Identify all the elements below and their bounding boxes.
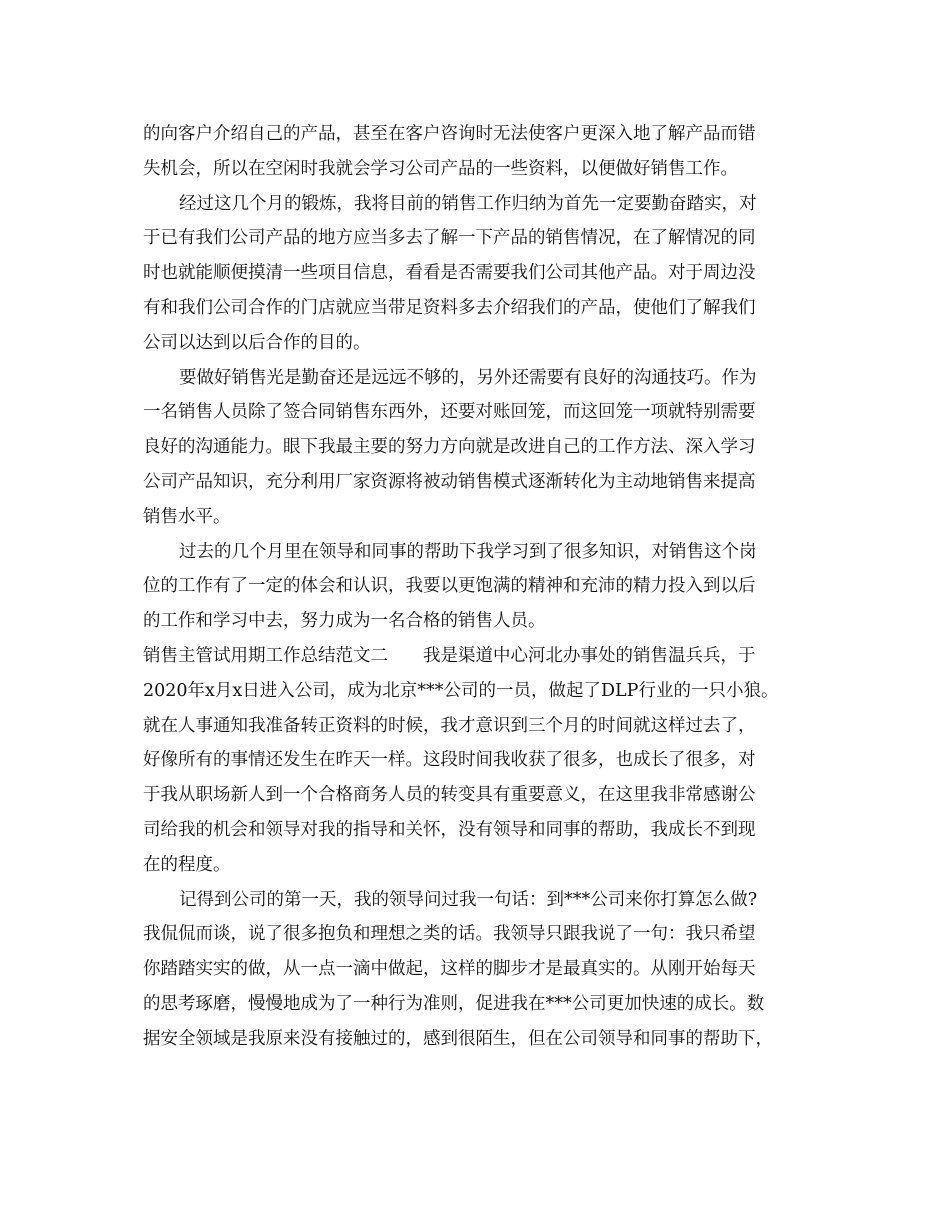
text-line: 于已有我们公司产品的地方应当多去了解一下产品的销售情况，在了解情况的同 [143,228,756,249]
text-line: 于我从职场新人到一个合格商务人员的转变具有重要意义，在这里我非常感谢公 [143,785,756,806]
text-line: 好像所有的事情还发生在昨天一样。这段时间我收获了很多，也成长了很多，对 [143,750,756,771]
text-line: 2020年x月x日进入公司，成为北京***公司的一员，做起了DLP行业的一只小狼。 [143,680,779,701]
text-line: 的思考琢磨，慢慢地成为了一种行为准则，促进我在***公司更加快速的成长。数 [143,993,765,1014]
text-line: 时也就能顺便摸清一些项目信息，看看是否需要我们公司其他产品。对于周边没 [143,263,756,284]
text-line: 司给我的机会和领导对我的指导和关怀，没有领导和同事的帮助，我成长不到现 [143,819,756,840]
text-line: 经过这几个月的锻炼，我将目前的销售工作归纳为首先一定要勤奋踏实，对 [179,193,757,214]
text-line: 记得到公司的第一天，我的领导问过我一句话：到***公司来你打算怎么做? [179,889,758,910]
text-line: 过去的几个月里在领导和同事的帮助下我学习到了很多知识，对销售这个岗 [179,541,757,562]
text-line: 公司产品知识，充分利用厂家资源将被动销售模式逐渐转化为主动地销售来提高 [143,471,756,492]
text-line: 公司以达到以后合作的目的。 [143,332,371,353]
text-line: 一名销售人员除了签合同销售东西外，还要对账回笼，而这回笼一项就特别需要 [143,402,756,423]
text-line: 位的工作有了一定的体会和认识，我要以更饱满的精神和充沛的精力投入到以后 [143,576,756,597]
text-line: 在的程度。 [143,854,231,875]
text-line: 要做好销售光是勤奋还是远远不够的，另外还需要有良好的沟通技巧。作为 [179,367,757,388]
text-line: 的向客户介绍自己的产品，甚至在客户咨询时无法使客户更深入地了解产品而错 [143,124,756,144]
text-line: 我侃侃而谈，说了很多抱负和理想之类的话。我领导只跟我说了一句：我只希望 [143,924,756,945]
text-line: 销售水平。 [143,506,231,527]
text-line: 你踏踏实实的做，从一点一滴中做起，这样的脚步才是最真实的。从刚开始每天 [143,959,756,980]
text-line: 据安全领域是我原来没有接触过的，感到很陌生，但在公司领导和同事的帮助下， [143,1028,773,1049]
text-line: 良好的沟通能力。眼下我最主要的努力方向就是改进自己的工作方法、深入学习 [143,437,756,458]
text-line: 销售主管试用期工作总结范文二 我是渠道中心河北办事处的销售温兵兵，于 [143,645,756,666]
text-line: 有和我们公司合作的门店就应当带足资料多去介绍我们的产品，使他们了解我们 [143,297,756,318]
text-line: 失机会，所以在空闲时我就会学习公司产品的一些资料，以便做好销售工作。 [143,158,738,179]
text-line: 的工作和学习中去，努力成为一名合格的销售人员。 [143,611,546,632]
document-body [143,117,813,1057]
text-line: 就在人事通知我准备转正资料的时候，我才意识到三个月的时间就这样过去了， [143,715,756,736]
